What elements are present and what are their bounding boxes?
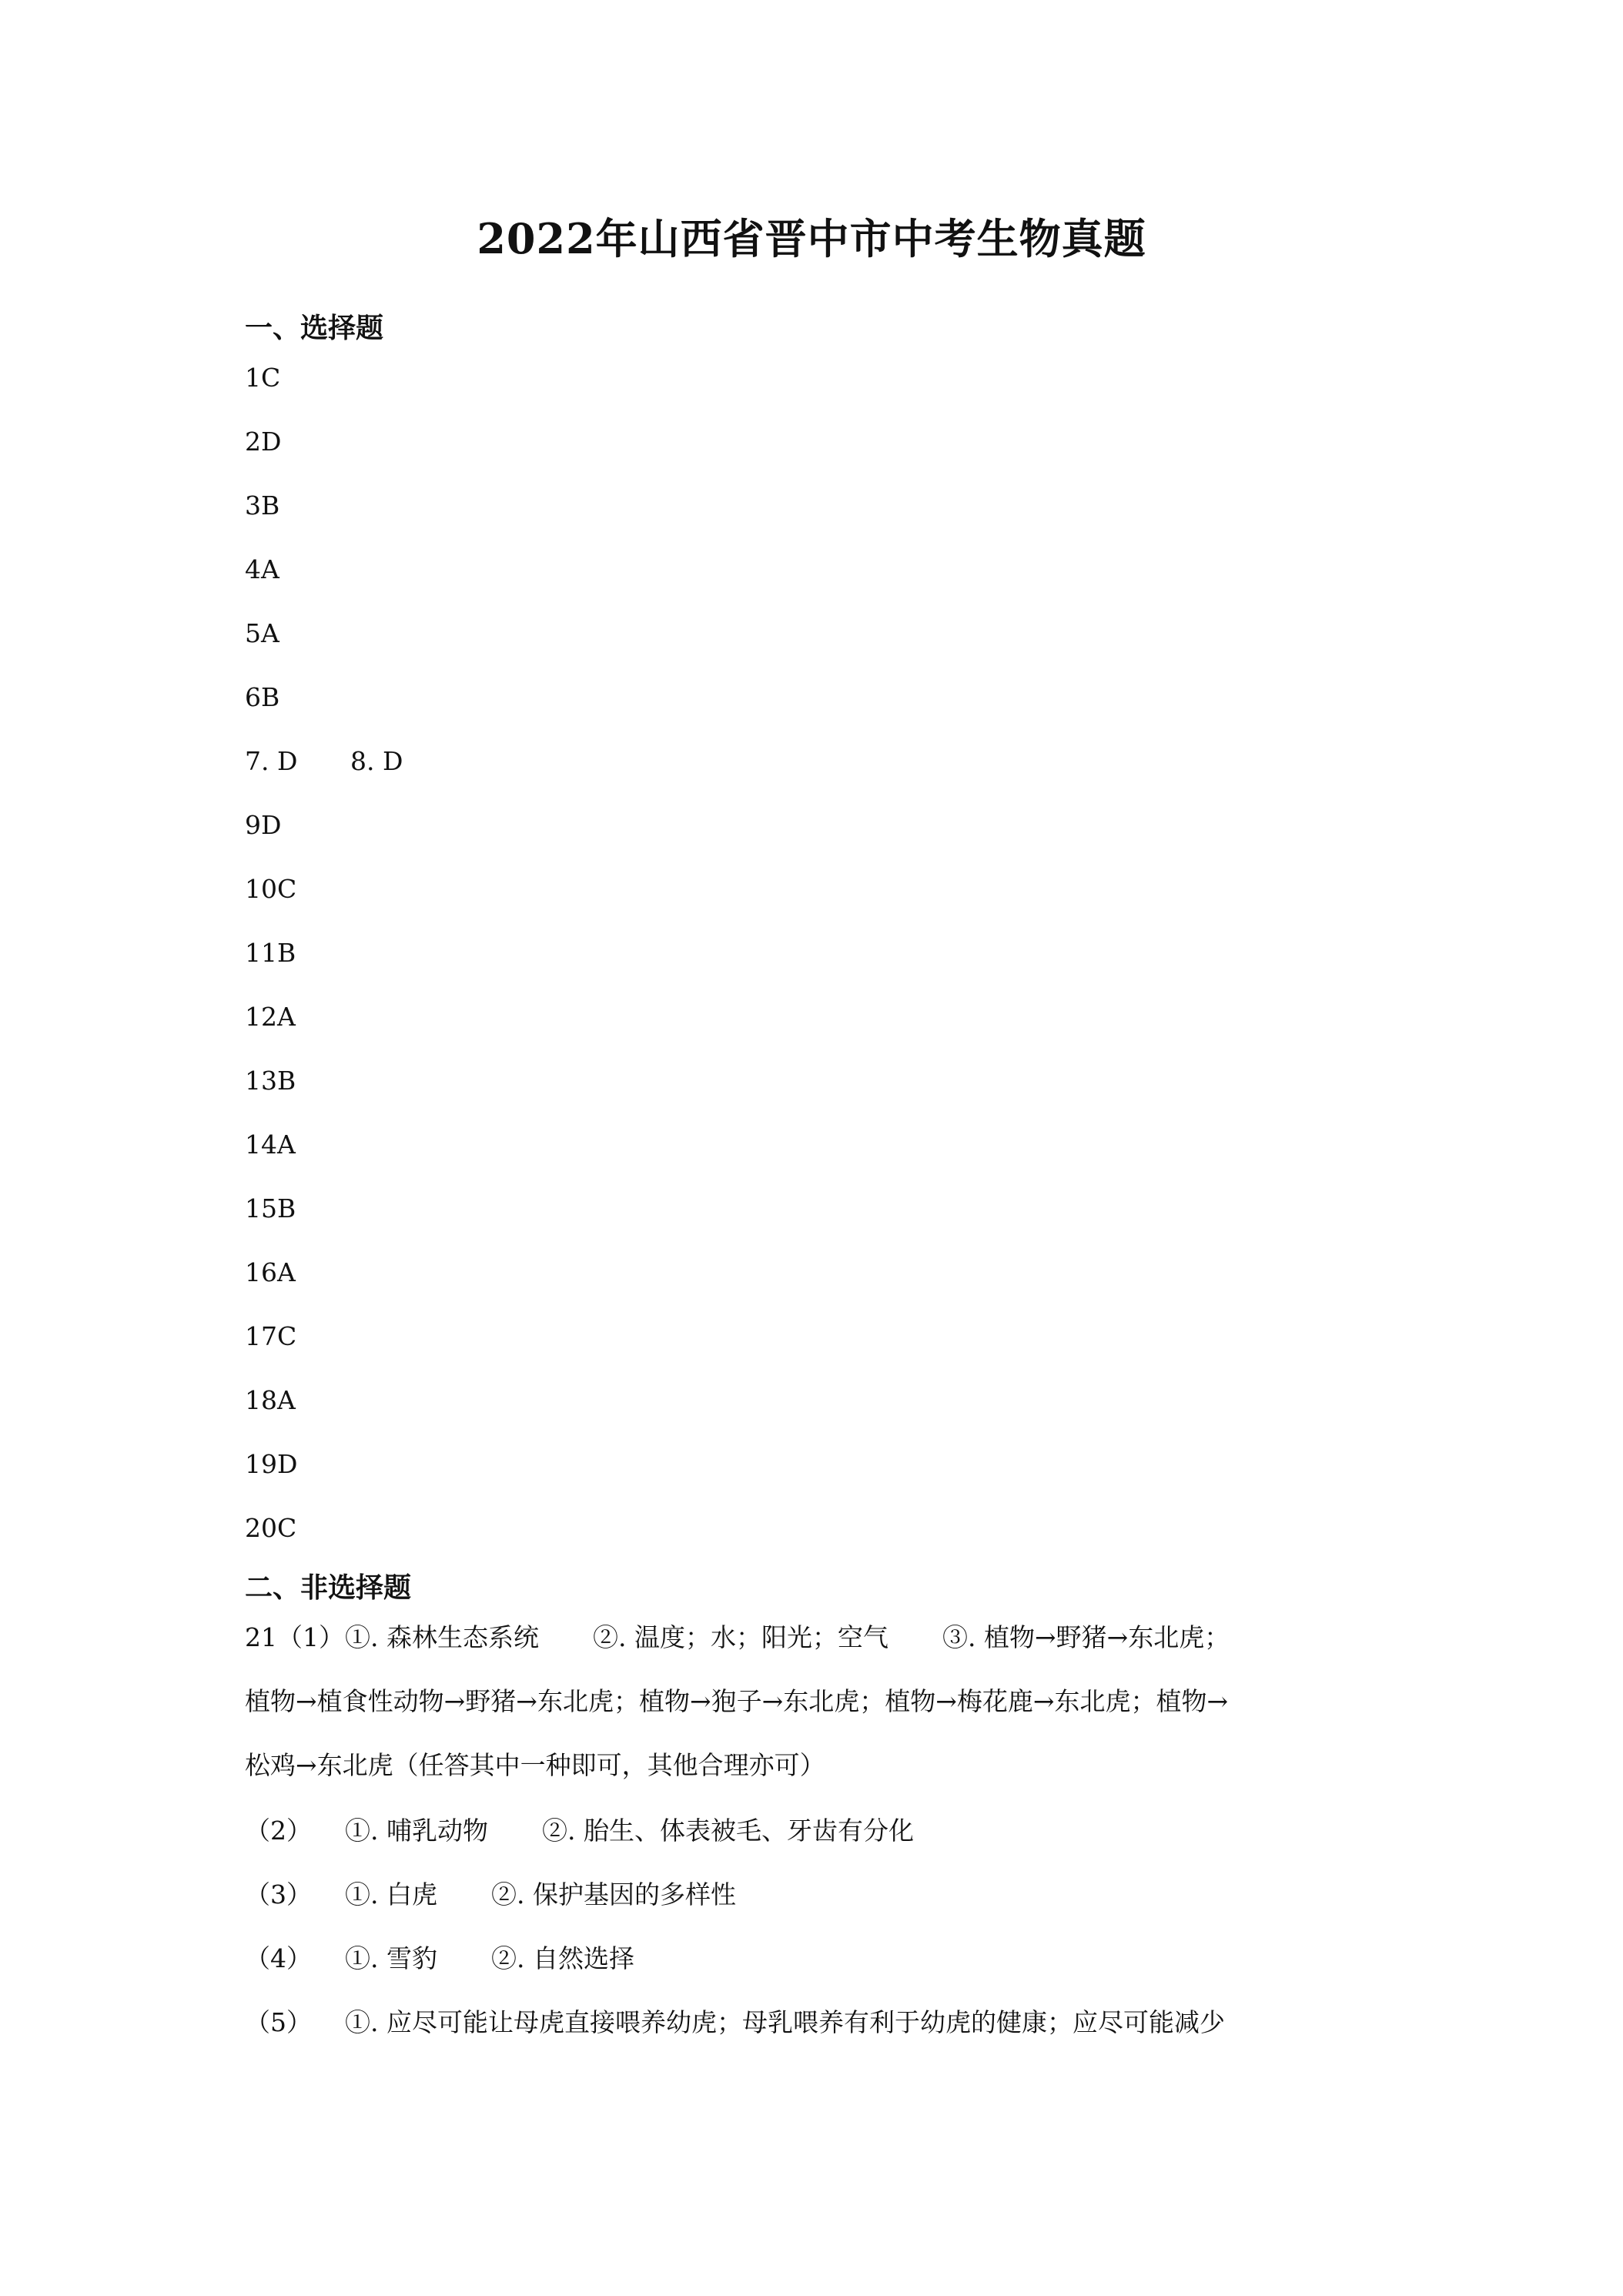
section-heading-non-multiple-choice: 二、非选择题 — [245, 1572, 412, 1604]
answer-item: 5A — [245, 618, 279, 648]
page-title: 2022年山西省晋中市中考生物真题 — [477, 214, 1146, 263]
answer-item: 16A — [245, 1257, 296, 1287]
q21-part1-line3: 松鸡→东北虎（任答其中一种即可，其他合理亦可） — [245, 1750, 825, 1780]
answer-item: 1C — [245, 363, 281, 393]
answer-item: 13B — [245, 1066, 296, 1096]
q21-part2-answer-1: ①. 哺乳动物 — [345, 1816, 488, 1846]
answer-item: 6B — [245, 682, 280, 712]
q21-part5-answer-1: ①. 应尽可能让母虎直接喂养幼虎；母乳喂养有利于幼虎的健康；应尽可能减少 — [345, 2007, 1225, 2037]
answer-item: 19D — [245, 1449, 298, 1479]
answer-item: 14A — [245, 1130, 296, 1160]
answer-item: 3B — [245, 490, 280, 520]
q21-part5 — [245, 2003, 1225, 2042]
q21-part3-answer-1: ①. 白虎 — [345, 1879, 437, 1909]
q21-part2-label: （2） — [245, 1816, 312, 1846]
q21-part1-line1 — [245, 1618, 1230, 1657]
q21-part2-answer-2: ②. 胎生、体表被毛、牙齿有分化 — [541, 1816, 914, 1846]
q21-part4-label: （4） — [245, 1943, 312, 1973]
answer-item: 17C — [245, 1321, 297, 1351]
answer-item: 8. D — [350, 746, 403, 776]
section-heading-multiple-choice: 一、选择题 — [245, 313, 384, 344]
answer-item: 12A — [245, 1002, 296, 1032]
q21-part5-label: （5） — [245, 2007, 312, 2037]
q21-part1-line2: 植物→植食性动物→野猪→东北虎；植物→狍子→东北虎；植物→梅花鹿→东北虎；植物→ — [245, 1686, 1229, 1716]
q21-part1-answer-1: ①. 森林生态系统 — [345, 1622, 539, 1652]
answer-item: 11B — [245, 938, 296, 968]
answer-item: 2D — [245, 427, 282, 457]
answer-item: 7. D — [245, 746, 298, 776]
q21-part3-label: （3） — [245, 1879, 312, 1909]
q21-label: 21（1） — [245, 1622, 344, 1652]
answer-item: 9D — [245, 810, 282, 840]
answer-item: 4A — [245, 554, 279, 584]
q21-part3-answer-2: ②. 保护基因的多样性 — [490, 1879, 736, 1909]
q21-part2 — [245, 1812, 914, 1850]
answer-item: 18A — [245, 1385, 296, 1415]
answer-item: 10C — [245, 874, 297, 904]
answer-item: 15B — [245, 1193, 296, 1223]
q21-part1-answer-2: ②. 温度；水；阳光；空气 — [592, 1622, 888, 1652]
answer-item: 20C — [245, 1513, 297, 1543]
q21-part4-answer-2: ②. 自然选择 — [490, 1943, 634, 1973]
q21-part1-answer-3: ③. 植物→野猪→东北虎； — [942, 1622, 1230, 1652]
q21-part4 — [245, 1940, 634, 1978]
q21-part3 — [245, 1876, 736, 1914]
q21-part4-answer-1: ①. 雪豹 — [345, 1943, 437, 1973]
